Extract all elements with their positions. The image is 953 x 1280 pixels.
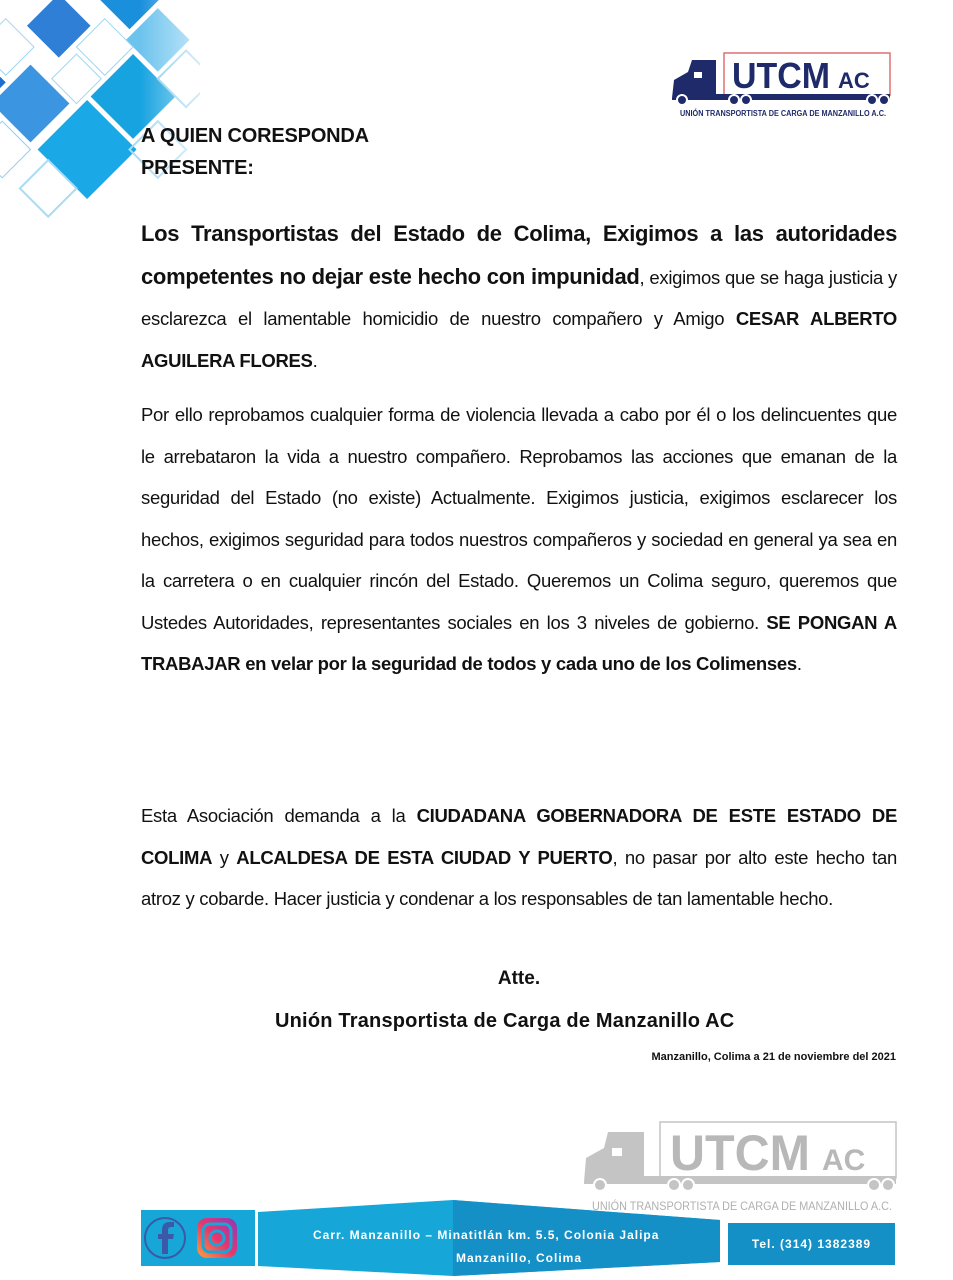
footer-logo-wordmark: UTCM [670, 1125, 810, 1181]
signature-organization: Unión Transportista de Carga de Manzanillo AC [275, 1010, 735, 1032]
paragraph-1-end: . [312, 349, 318, 371]
paragraph-3 [141, 795, 897, 920]
footer-phone: Tel. (314) 1382389 [728, 1223, 895, 1265]
paragraph-3-bold-2: ALCALDESA DE ESTA CIUDAD Y PUERTO [236, 846, 613, 868]
paragraph-3-text-2: y [212, 846, 237, 868]
closing: Atte. [497, 968, 541, 989]
paragraph-3-text-3: , no pasar por alto este hecho tan atroz y cobarde. Hacer justicia y condenar a los responsables de tan lamentable hecho. [141, 846, 897, 909]
header-logo [668, 50, 898, 122]
footer-logo-tagline: UNIÓN TRANSPORTISTA DE CARGA DE MANZANILLO A.C. [592, 1199, 900, 1213]
paragraph-1-lead: Los Transportistas del Estado de Colima, Exigimos a las autoridades competentes no dejar este hecho con impunidad [141, 221, 897, 289]
paragraph-2-bold: SE PONGAN A TRABAJAR en velar por la seguridad de todos y cada uno de los Colimenses [141, 611, 897, 674]
paragraph-3-text-1: Esta Asociación demanda a la [141, 805, 417, 826]
paragraph-2-text: Por ello reprobamos cualquier forma de violencia llevada a cabo por él o los delincuentes que le arrebataron la vida a nuestro compañero. Reprobamos las acciones que emanan de la seguridad del Estado (no existe) Actualmente. Exigimos justicia, exigimos esclarecer los hechos, exigimos seguridad para todos nuestros compañeros y sociedad en general ya sea en la carretera o en cualquier rincón del Estado. Queremos un Colima seguro, queremos que Ustedes Autoridades, representantes sociales en los 3 niveles de gobierno. [141, 404, 897, 633]
paragraph-3-bold-1: CIUDADANA GOBERNADORA DE ESTE ESTADO DE COLIMA [141, 805, 897, 868]
instagram-icon[interactable] [197, 1218, 237, 1258]
paragraph-2 [141, 394, 897, 685]
footer-logo-suffix: AC [822, 1144, 866, 1177]
paragraph-1 [141, 213, 897, 381]
date-line: Manzanillo, Colima a 21 de noviembre del 2021 [651, 1051, 896, 1063]
salutation-line-1: A QUIEN CORESPONDA [141, 125, 369, 147]
address-line-1: Carr. Manzanillo – Minatitlán km. 5.5, Colonia Jalipa [313, 1228, 660, 1242]
footer-social-box [141, 1210, 255, 1266]
address-line-2: Manzanillo, Colima [456, 1251, 583, 1265]
decorative-corner-pattern [0, 0, 200, 220]
paragraph-2-end: . [796, 653, 802, 674]
salutation-line-2: PRESENTE: [141, 157, 254, 179]
footer-address-band [258, 1200, 720, 1280]
facebook-icon[interactable] [145, 1218, 185, 1258]
salutation [141, 120, 897, 184]
logo-tagline: UNIÓN TRANSPORTISTA DE CARGA DE MANZANILLO A.C. [680, 109, 886, 118]
logo-suffix: AC [838, 68, 870, 93]
paragraph-1-text: , exigimos que se haga justicia y esclarezca el lamentable homicidio de nuestro compañero y Amigo [141, 266, 897, 329]
victim-name: CESAR ALBERTO AGUILERA FLORES [141, 308, 898, 371]
logo-wordmark: UTCM [732, 55, 830, 96]
